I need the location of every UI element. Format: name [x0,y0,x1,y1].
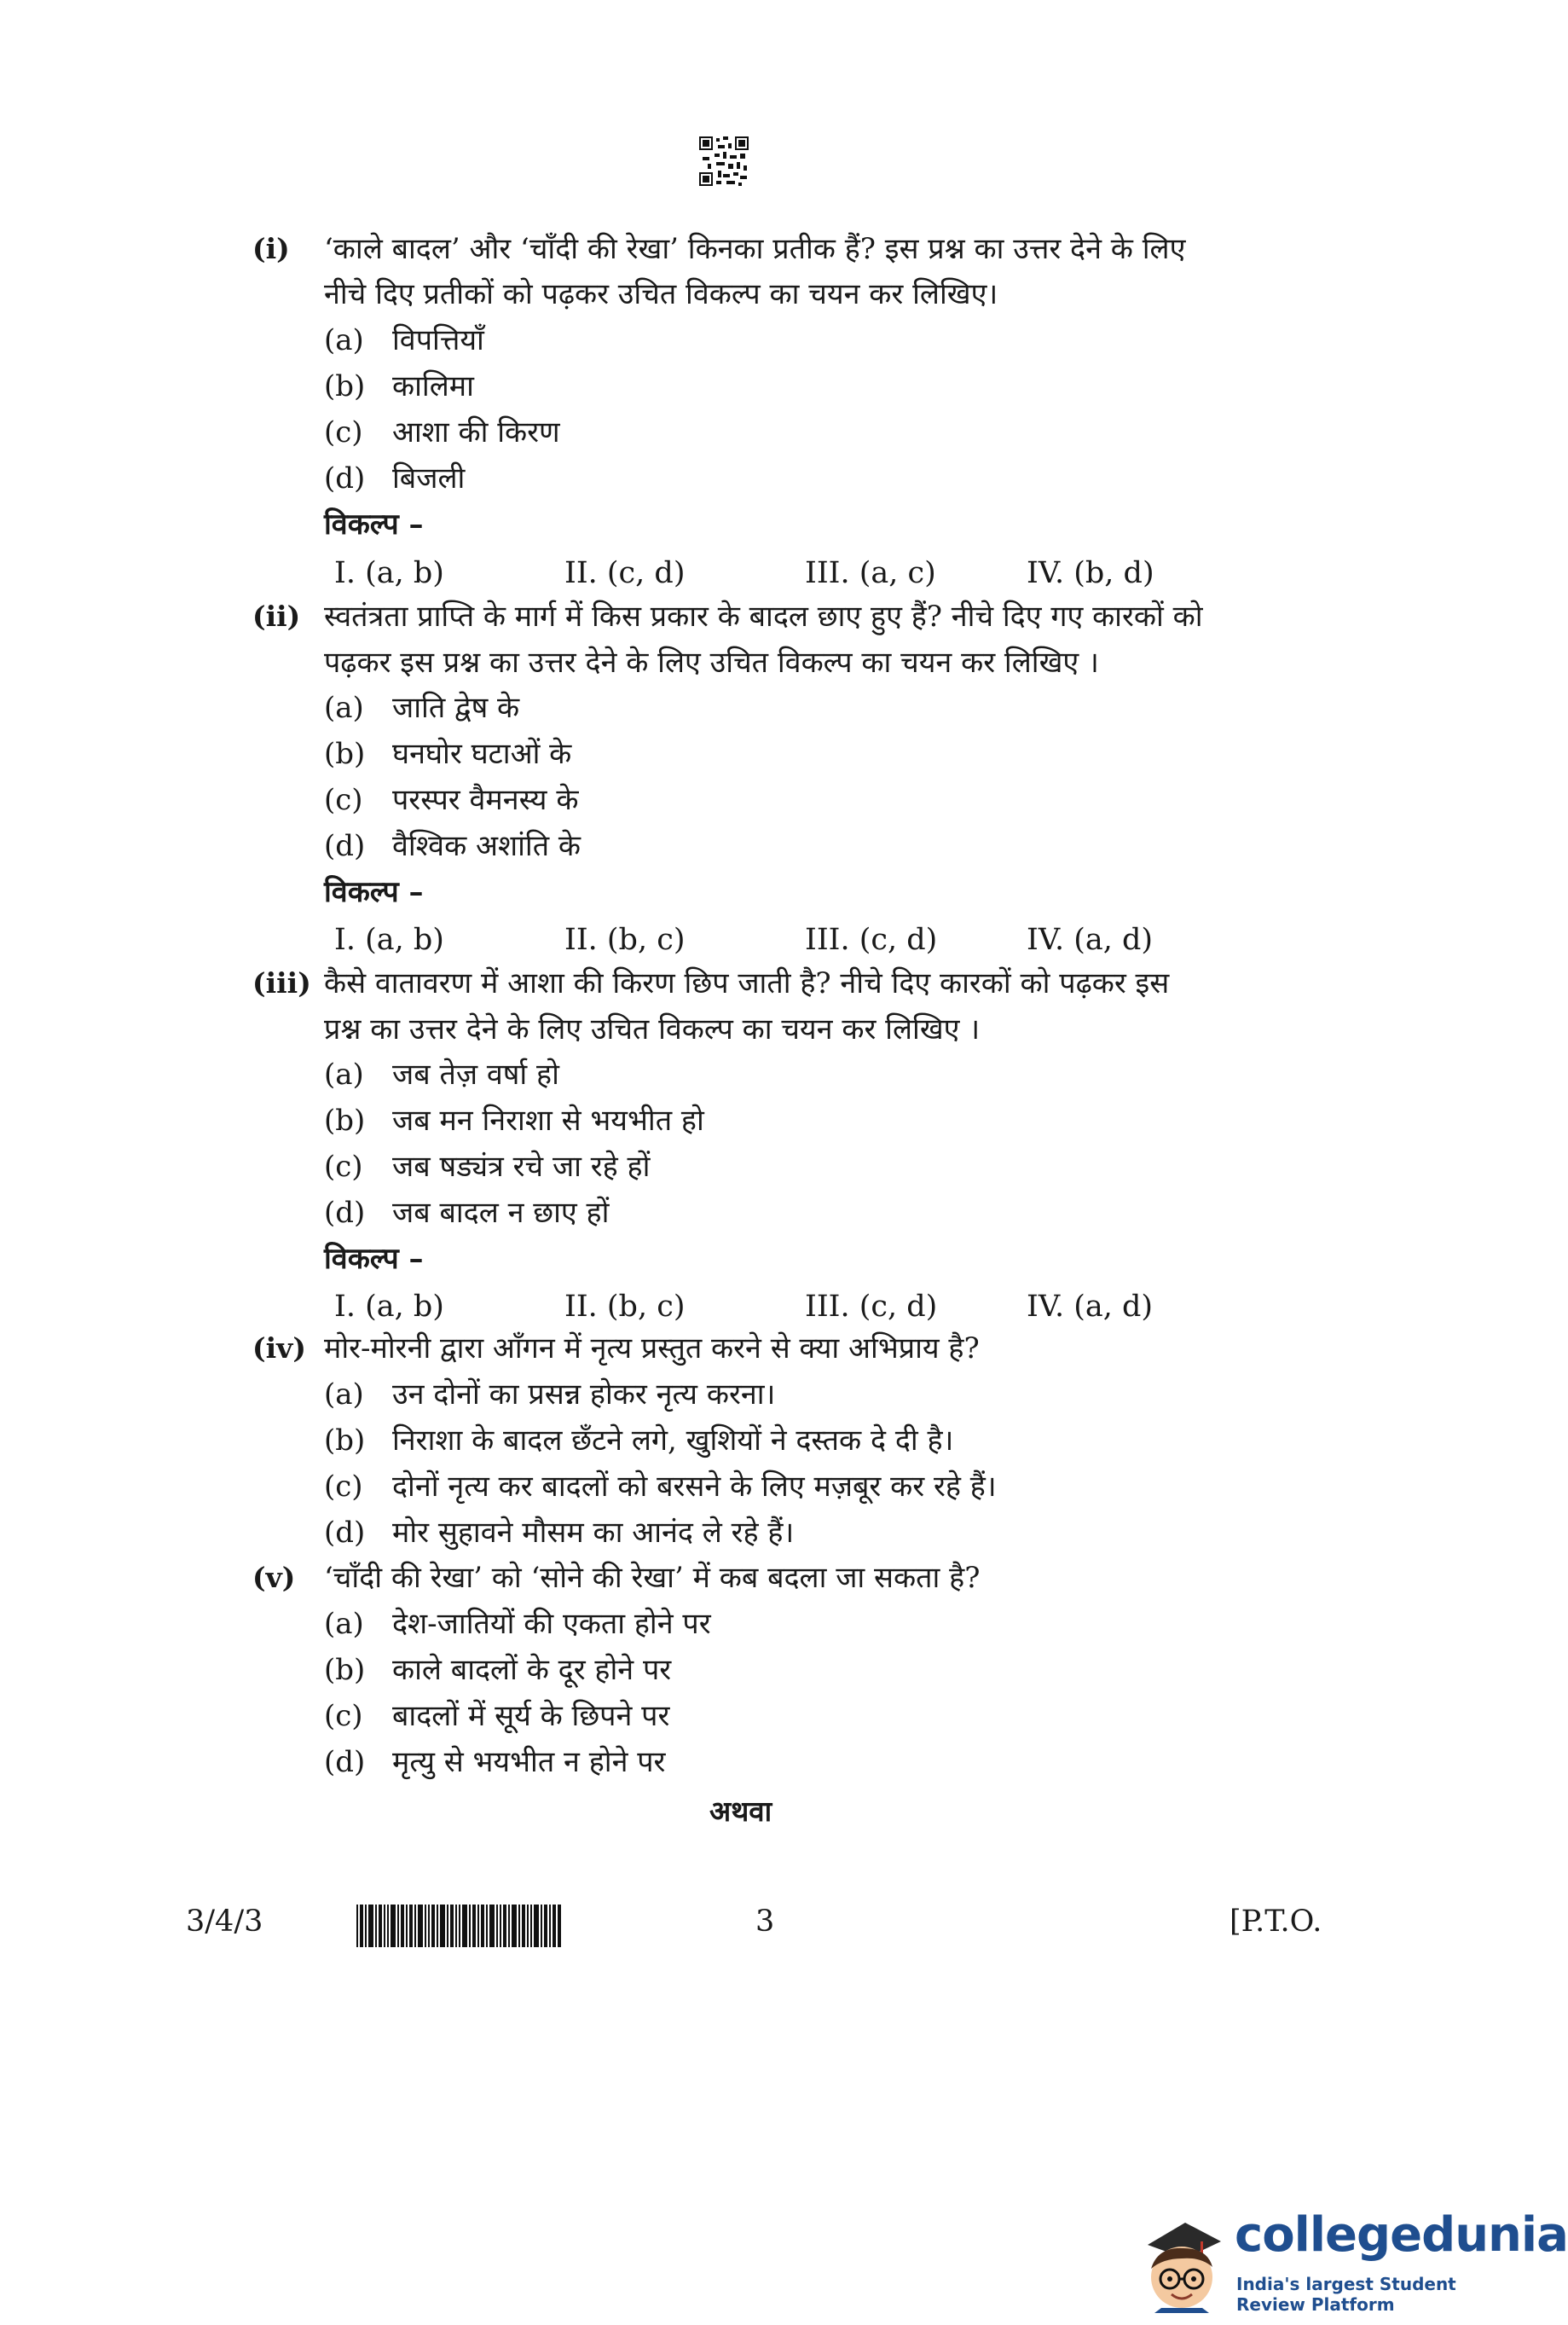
option [324,1739,665,1785]
question-text: स्वतंत्रता प्राप्ति के मार्ग में किस प्रकार के बादल छाए हुए हैं? नीचे दिए गए कारकों को [324,600,1203,634]
vikalp-heading: विकल्प – [324,1242,424,1276]
answer-choice: IV. (a, d) [1027,1290,1154,1324]
option-text: कालिमा [392,369,474,403]
question-text: पढ़कर इस प्रश्न का उत्तर देने के लिए उचित विकल्प का चयन कर लिखिए । [324,646,1099,680]
page-number: 3 [755,1905,775,1939]
option-label: (b) [324,1653,366,1687]
question-text: मोर-मोरनी द्वारा आँगन में नृत्य प्रस्तुत करने से क्या अभिप्राय है? [324,1331,980,1365]
option-text: जब बादल न छाए हों [392,1196,610,1230]
option [324,363,474,409]
question-text: ‘काले बादल’ और ‘चाँदी की रेखा’ किनका प्रतीक हैं? इस प्रश्न का उत्तर देने के लिए [324,232,1186,266]
answer-choice: I. (a, b) [334,923,444,957]
option-text: जब षड्यंत्र रचे जा रहे हों [392,1150,651,1184]
option [324,1464,997,1510]
pto-label: [P.T.O. [1230,1905,1322,1939]
option-label: (b) [324,369,366,403]
athva-heading: अथवा [709,1794,772,1828]
option [324,1647,671,1693]
vikalp-heading: विकल्प – [324,507,424,542]
option-label: (c) [324,783,363,817]
qr-code [699,136,749,186]
option-label: (c) [324,1699,363,1733]
option [324,1190,609,1236]
answer-choice: IV. (b, d) [1027,556,1154,590]
option-text: जब तेज़ वर्षा हो [392,1058,559,1092]
question-text: ‘चाँदी की रेखा’ को ‘सोने की रेखा’ में कब बदला जा सकता है? [324,1561,981,1595]
option-text: विपत्तियाँ [392,323,484,357]
question-text: कैसे वातावरण में आशा की किरण छिप जाती है? नीचे दिए कारकों को पढ़कर इस [324,966,1170,1000]
option [324,1601,711,1647]
option-label: (d) [324,1516,366,1550]
option [324,455,465,502]
option-text: घनघोर घटाओं के [392,737,572,771]
answer-choice: III. (c, d) [805,1290,938,1324]
option-label: (a) [324,691,364,725]
option [324,317,484,363]
answer-choice: II. (b, c) [564,923,686,957]
option-text: निराशा के बादल छँटने लगे, खुशियों ने दस्तक दे दी है। [392,1423,954,1458]
option [324,1144,650,1190]
option [324,1098,704,1144]
option [324,685,519,731]
question-number: (v) [252,1561,296,1594]
option-text: काले बादलों के दूर होने पर [392,1653,672,1687]
option-label: (c) [324,1150,363,1184]
option-text: मृत्यु से भयभीत न होने पर [392,1745,666,1779]
option [324,1371,775,1418]
option-text: बिजली [392,461,466,496]
question-number: (i) [252,232,290,265]
option-label: (d) [324,1196,366,1230]
option-label: (c) [324,415,363,449]
answer-choice: II. (c, d) [564,556,686,590]
question-text: नीचे दिए प्रतीकों को पढ़कर उचित विकल्प का चयन कर लिखिए। [324,277,998,311]
option-text: बादलों में सूर्य के छिपने पर [392,1699,670,1733]
brand-name: collegedunia [1235,2207,1568,2263]
option-text: वैश्विक अशांति के [392,829,581,863]
option-label: (a) [324,1058,364,1092]
answer-choice: IV. (a, d) [1027,923,1154,957]
answer-choice: I. (a, b) [334,1290,444,1324]
answer-choice: III. (a, c) [805,556,936,590]
option-label: (d) [324,1745,366,1779]
option-text: देश-जातियों की एकता होने पर [392,1607,711,1641]
option-label: (a) [324,323,364,357]
option [324,1052,559,1098]
option-label: (b) [324,737,366,771]
option-text: दोनों नृत्य कर बादलों को बरसने के लिए मज़बूर कर रहे हैं। [392,1470,997,1504]
question-number: (iv) [252,1331,306,1365]
answer-choice: II. (b, c) [564,1290,686,1324]
option-text: उन दोनों का प्रसन्न होकर नृत्य करना। [392,1377,776,1412]
option-label: (a) [324,1377,364,1412]
brand-tagline: India's largest Student Review Platform [1236,2274,1456,2315]
option [324,731,571,777]
option-text: जब मन निराशा से भयभीत हो [392,1104,704,1138]
paper-code: 3/4/3 [186,1905,263,1939]
option [324,823,581,869]
option-label: (b) [324,1423,366,1458]
answer-choice: I. (a, b) [334,556,444,590]
option-text: जाति द्वेष के [392,691,520,725]
mascot-icon [1132,2207,1228,2313]
answer-choice: III. (c, d) [805,923,938,957]
question-text: प्रश्न का उत्तर देने के लिए उचित विकल्प का चयन कर लिखिए । [324,1012,981,1047]
question-number: (ii) [252,600,301,633]
option-label: (b) [324,1104,366,1138]
option-label: (a) [324,1607,364,1641]
option [324,777,578,823]
option-text: आशा की किरण [392,415,560,449]
option [324,1418,953,1464]
vikalp-heading: विकल्प – [324,875,424,909]
option-label: (d) [324,829,366,863]
option-label: (d) [324,461,366,496]
question-number: (iii) [252,966,311,1000]
option [324,1510,794,1556]
option [324,409,560,455]
option-text: परस्पर वैमनस्य के [392,783,579,817]
option-label: (c) [324,1470,363,1504]
option-text: मोर सुहावने मौसम का आनंद ले रहे हैं। [392,1516,795,1550]
barcode [356,1905,561,1947]
option [324,1693,669,1739]
